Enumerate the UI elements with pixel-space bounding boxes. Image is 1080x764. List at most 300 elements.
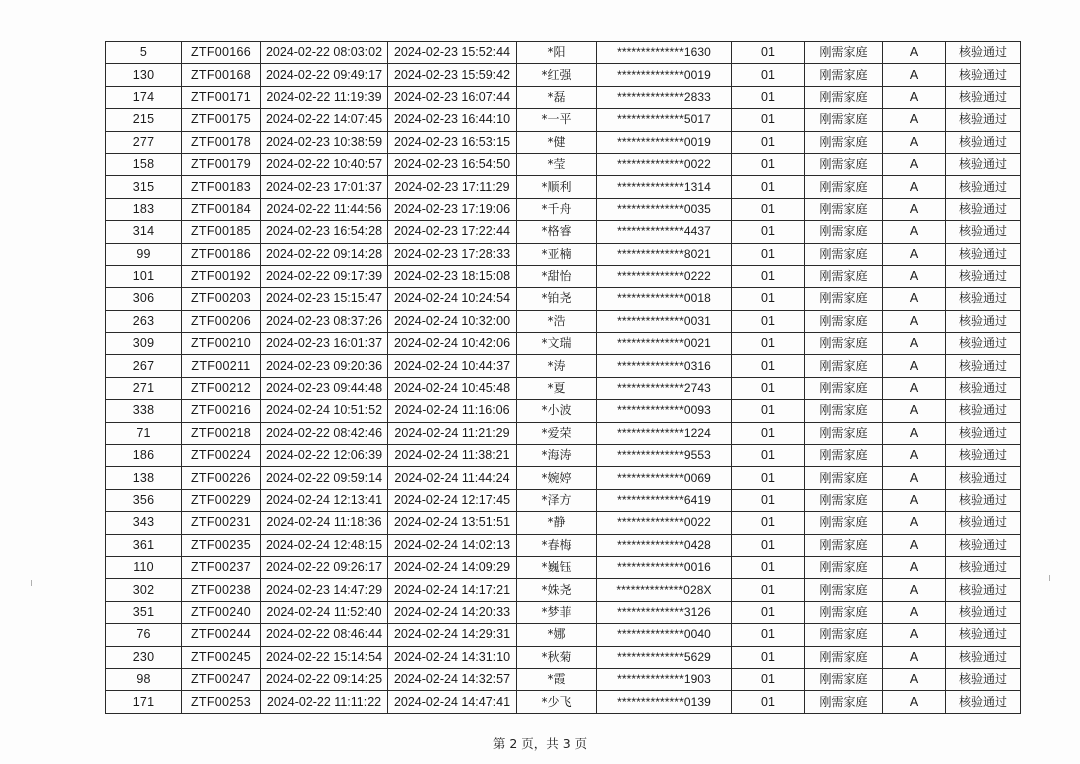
cell-grade: A [883, 109, 946, 131]
cell-grade: A [883, 512, 946, 534]
cell-name: *格睿 [517, 221, 597, 243]
table-row [106, 310, 1021, 332]
cell-status: 核验通过 [946, 221, 1021, 243]
verification-table [105, 41, 1021, 714]
cell-time1: 2024-02-23 16:01:37 [261, 333, 388, 355]
cell-type-code: 01 [732, 646, 805, 668]
cell-code: ZTF00238 [182, 579, 261, 601]
cell-name: *莹 [517, 153, 597, 175]
cell-type-code: 01 [732, 64, 805, 86]
cell-status: 核验通过 [946, 131, 1021, 153]
cell-time1: 2024-02-24 10:51:52 [261, 400, 388, 422]
cell-grade: A [883, 445, 946, 467]
table-row [106, 109, 1021, 131]
cell-code: ZTF00226 [182, 467, 261, 489]
cell-status: 核验通过 [946, 400, 1021, 422]
cell-time2: 2024-02-24 10:24:54 [388, 288, 517, 310]
cell-code: ZTF00244 [182, 624, 261, 646]
table-row [106, 64, 1021, 86]
cell-type: 刚需家庭 [805, 221, 883, 243]
cell-time2: 2024-02-23 15:52:44 [388, 42, 517, 64]
cell-seq: 338 [106, 400, 182, 422]
cell-seq: 230 [106, 646, 182, 668]
cell-name: *秋菊 [517, 646, 597, 668]
cell-status: 核验通过 [946, 646, 1021, 668]
cell-name: *磊 [517, 86, 597, 108]
cell-time1: 2024-02-22 08:03:02 [261, 42, 388, 64]
cell-id: **************0222 [597, 265, 732, 287]
cell-status: 核验通过 [946, 86, 1021, 108]
cell-type: 刚需家庭 [805, 489, 883, 511]
cell-time2: 2024-02-24 10:42:06 [388, 333, 517, 355]
cell-type: 刚需家庭 [805, 601, 883, 623]
cell-status: 核验通过 [946, 153, 1021, 175]
cell-type: 刚需家庭 [805, 42, 883, 64]
cell-id: **************0021 [597, 333, 732, 355]
cell-seq: 302 [106, 579, 182, 601]
cell-code: ZTF00179 [182, 153, 261, 175]
cell-grade: A [883, 131, 946, 153]
cell-grade: A [883, 467, 946, 489]
cell-seq: 309 [106, 333, 182, 355]
cell-time1: 2024-02-22 09:17:39 [261, 265, 388, 287]
cell-id: **************1224 [597, 422, 732, 444]
cell-id: **************0022 [597, 512, 732, 534]
cell-time1: 2024-02-22 10:40:57 [261, 153, 388, 175]
cell-grade: A [883, 265, 946, 287]
cell-time1: 2024-02-23 15:15:47 [261, 288, 388, 310]
table-row [106, 221, 1021, 243]
cell-code: ZTF00229 [182, 489, 261, 511]
table-row [106, 288, 1021, 310]
cell-type-code: 01 [732, 668, 805, 690]
table-row [106, 601, 1021, 623]
cell-code: ZTF00237 [182, 556, 261, 578]
cell-id: **************028X [597, 579, 732, 601]
cell-status: 核验通过 [946, 668, 1021, 690]
cell-type-code: 01 [732, 355, 805, 377]
scan-speck [31, 580, 32, 586]
cell-name: *甜怡 [517, 265, 597, 287]
cell-name: *少飞 [517, 691, 597, 713]
cell-type-code: 01 [732, 221, 805, 243]
cell-code: ZTF00206 [182, 310, 261, 332]
cell-time2: 2024-02-24 10:32:00 [388, 310, 517, 332]
cell-time2: 2024-02-24 14:02:13 [388, 534, 517, 556]
cell-code: ZTF00175 [182, 109, 261, 131]
cell-time1: 2024-02-22 09:14:28 [261, 243, 388, 265]
table-row [106, 624, 1021, 646]
cell-code: ZTF00253 [182, 691, 261, 713]
cell-id: **************5629 [597, 646, 732, 668]
table-row [106, 467, 1021, 489]
cell-code: ZTF00178 [182, 131, 261, 153]
cell-time2: 2024-02-24 12:17:45 [388, 489, 517, 511]
cell-seq: 130 [106, 64, 182, 86]
cell-type-code: 01 [732, 86, 805, 108]
cell-seq: 351 [106, 601, 182, 623]
cell-type-code: 01 [732, 534, 805, 556]
table-row [106, 131, 1021, 153]
cell-type: 刚需家庭 [805, 243, 883, 265]
cell-seq: 267 [106, 355, 182, 377]
cell-type-code: 01 [732, 445, 805, 467]
cell-time2: 2024-02-24 14:17:21 [388, 579, 517, 601]
cell-seq: 158 [106, 153, 182, 175]
cell-time2: 2024-02-23 17:19:06 [388, 198, 517, 220]
cell-id: **************0069 [597, 467, 732, 489]
cell-status: 核验通过 [946, 624, 1021, 646]
cell-name: *海涛 [517, 445, 597, 467]
cell-code: ZTF00240 [182, 601, 261, 623]
cell-type: 刚需家庭 [805, 422, 883, 444]
table-row [106, 534, 1021, 556]
cell-time1: 2024-02-22 11:19:39 [261, 86, 388, 108]
cell-grade: A [883, 489, 946, 511]
cell-time1: 2024-02-22 09:49:17 [261, 64, 388, 86]
cell-id: **************0040 [597, 624, 732, 646]
cell-status: 核验通过 [946, 422, 1021, 444]
cell-name: *爱荣 [517, 422, 597, 444]
cell-code: ZTF00210 [182, 333, 261, 355]
cell-grade: A [883, 198, 946, 220]
cell-grade: A [883, 400, 946, 422]
cell-time1: 2024-02-22 11:11:22 [261, 691, 388, 713]
cell-seq: 99 [106, 243, 182, 265]
cell-time1: 2024-02-24 11:18:36 [261, 512, 388, 534]
cell-type: 刚需家庭 [805, 86, 883, 108]
cell-status: 核验通过 [946, 198, 1021, 220]
cell-time1: 2024-02-22 12:06:39 [261, 445, 388, 467]
cell-id: **************0018 [597, 288, 732, 310]
cell-code: ZTF00224 [182, 445, 261, 467]
cell-id: **************1314 [597, 176, 732, 198]
table-row [106, 646, 1021, 668]
cell-id: **************0019 [597, 131, 732, 153]
cell-status: 核验通过 [946, 512, 1021, 534]
cell-code: ZTF00192 [182, 265, 261, 287]
cell-code: ZTF00211 [182, 355, 261, 377]
cell-code: ZTF00231 [182, 512, 261, 534]
cell-time2: 2024-02-23 17:22:44 [388, 221, 517, 243]
cell-time2: 2024-02-24 11:16:06 [388, 400, 517, 422]
cell-type-code: 01 [732, 377, 805, 399]
cell-time2: 2024-02-23 16:54:50 [388, 153, 517, 175]
cell-id: **************0016 [597, 556, 732, 578]
cell-time1: 2024-02-23 17:01:37 [261, 176, 388, 198]
cell-code: ZTF00166 [182, 42, 261, 64]
cell-time1: 2024-02-22 14:07:45 [261, 109, 388, 131]
cell-name: *一平 [517, 109, 597, 131]
cell-status: 核验通过 [946, 176, 1021, 198]
cell-name: *浩 [517, 310, 597, 332]
cell-grade: A [883, 243, 946, 265]
cell-seq: 110 [106, 556, 182, 578]
cell-time2: 2024-02-24 14:09:29 [388, 556, 517, 578]
cell-code: ZTF00184 [182, 198, 261, 220]
cell-time2: 2024-02-24 10:45:48 [388, 377, 517, 399]
cell-name: *小波 [517, 400, 597, 422]
cell-seq: 101 [106, 265, 182, 287]
page-number-footer: 第 2 页，共 3 页 [492, 736, 588, 751]
cell-type: 刚需家庭 [805, 400, 883, 422]
cell-grade: A [883, 86, 946, 108]
cell-grade: A [883, 221, 946, 243]
cell-type-code: 01 [732, 310, 805, 332]
cell-grade: A [883, 691, 946, 713]
cell-grade: A [883, 310, 946, 332]
cell-code: ZTF00218 [182, 422, 261, 444]
cell-grade: A [883, 288, 946, 310]
cell-time2: 2024-02-23 16:53:15 [388, 131, 517, 153]
cell-type-code: 01 [732, 265, 805, 287]
cell-id: **************0093 [597, 400, 732, 422]
cell-status: 核验通过 [946, 64, 1021, 86]
cell-type: 刚需家庭 [805, 198, 883, 220]
cell-time1: 2024-02-24 12:13:41 [261, 489, 388, 511]
cell-type-code: 01 [732, 176, 805, 198]
scan-speck [1049, 575, 1050, 581]
cell-status: 核验通过 [946, 288, 1021, 310]
cell-type: 刚需家庭 [805, 445, 883, 467]
cell-id: **************0035 [597, 198, 732, 220]
cell-time1: 2024-02-23 09:20:36 [261, 355, 388, 377]
cell-id: **************0031 [597, 310, 732, 332]
cell-time1: 2024-02-22 09:26:17 [261, 556, 388, 578]
cell-id: **************0019 [597, 64, 732, 86]
cell-type: 刚需家庭 [805, 333, 883, 355]
cell-type-code: 01 [732, 109, 805, 131]
cell-grade: A [883, 153, 946, 175]
cell-code: ZTF00247 [182, 668, 261, 690]
cell-grade: A [883, 646, 946, 668]
cell-seq: 138 [106, 467, 182, 489]
cell-grade: A [883, 668, 946, 690]
cell-seq: 306 [106, 288, 182, 310]
cell-status: 核验通过 [946, 579, 1021, 601]
cell-time1: 2024-02-22 11:44:56 [261, 198, 388, 220]
cell-type: 刚需家庭 [805, 310, 883, 332]
cell-id: **************0428 [597, 534, 732, 556]
cell-seq: 98 [106, 668, 182, 690]
cell-id: **************0139 [597, 691, 732, 713]
cell-type-code: 01 [732, 243, 805, 265]
cell-id: **************2743 [597, 377, 732, 399]
cell-type-code: 01 [732, 288, 805, 310]
cell-code: ZTF00235 [182, 534, 261, 556]
cell-status: 核验通过 [946, 556, 1021, 578]
cell-seq: 343 [106, 512, 182, 534]
cell-code: ZTF00245 [182, 646, 261, 668]
cell-id: **************1903 [597, 668, 732, 690]
cell-name: *千舟 [517, 198, 597, 220]
cell-seq: 361 [106, 534, 182, 556]
cell-type: 刚需家庭 [805, 64, 883, 86]
cell-code: ZTF00203 [182, 288, 261, 310]
cell-id: **************4437 [597, 221, 732, 243]
cell-type-code: 01 [732, 601, 805, 623]
cell-time1: 2024-02-24 11:52:40 [261, 601, 388, 623]
cell-type: 刚需家庭 [805, 265, 883, 287]
cell-id: **************3126 [597, 601, 732, 623]
cell-type: 刚需家庭 [805, 355, 883, 377]
cell-time2: 2024-02-24 11:44:24 [388, 467, 517, 489]
cell-grade: A [883, 624, 946, 646]
cell-grade: A [883, 377, 946, 399]
cell-type: 刚需家庭 [805, 624, 883, 646]
cell-type: 刚需家庭 [805, 109, 883, 131]
cell-id: **************2833 [597, 86, 732, 108]
cell-name: *亚楠 [517, 243, 597, 265]
cell-seq: 315 [106, 176, 182, 198]
cell-seq: 186 [106, 445, 182, 467]
cell-time2: 2024-02-23 16:44:10 [388, 109, 517, 131]
table-row [106, 377, 1021, 399]
cell-seq: 215 [106, 109, 182, 131]
table-row [106, 668, 1021, 690]
table-row [106, 400, 1021, 422]
cell-time1: 2024-02-23 08:37:26 [261, 310, 388, 332]
cell-status: 核验通过 [946, 534, 1021, 556]
cell-status: 核验通过 [946, 601, 1021, 623]
table-row [106, 243, 1021, 265]
cell-type: 刚需家庭 [805, 691, 883, 713]
cell-name: *娜 [517, 624, 597, 646]
cell-name: *文瑞 [517, 333, 597, 355]
cell-time1: 2024-02-22 15:14:54 [261, 646, 388, 668]
table-row [106, 556, 1021, 578]
cell-type: 刚需家庭 [805, 512, 883, 534]
cell-grade: A [883, 42, 946, 64]
cell-name: *健 [517, 131, 597, 153]
cell-name: *阳 [517, 42, 597, 64]
cell-id: **************5017 [597, 109, 732, 131]
table-body [106, 42, 1021, 714]
cell-status: 核验通过 [946, 445, 1021, 467]
cell-time1: 2024-02-23 09:44:48 [261, 377, 388, 399]
cell-type: 刚需家庭 [805, 646, 883, 668]
cell-time2: 2024-02-23 17:28:33 [388, 243, 517, 265]
cell-type: 刚需家庭 [805, 534, 883, 556]
cell-status: 核验通过 [946, 467, 1021, 489]
cell-time1: 2024-02-23 16:54:28 [261, 221, 388, 243]
cell-time2: 2024-02-23 16:07:44 [388, 86, 517, 108]
cell-type: 刚需家庭 [805, 556, 883, 578]
cell-status: 核验通过 [946, 333, 1021, 355]
cell-name: *梦菲 [517, 601, 597, 623]
cell-status: 核验通过 [946, 355, 1021, 377]
cell-type-code: 01 [732, 579, 805, 601]
cell-status: 核验通过 [946, 243, 1021, 265]
cell-name: *红强 [517, 64, 597, 86]
cell-seq: 76 [106, 624, 182, 646]
table-row [106, 422, 1021, 444]
cell-code: ZTF00183 [182, 176, 261, 198]
cell-time1: 2024-02-22 08:46:44 [261, 624, 388, 646]
cell-name: *春梅 [517, 534, 597, 556]
cell-id: **************6419 [597, 489, 732, 511]
cell-name: *静 [517, 512, 597, 534]
cell-grade: A [883, 534, 946, 556]
cell-time2: 2024-02-23 15:59:42 [388, 64, 517, 86]
cell-type-code: 01 [732, 400, 805, 422]
cell-grade: A [883, 176, 946, 198]
cell-type: 刚需家庭 [805, 176, 883, 198]
cell-time2: 2024-02-23 18:15:08 [388, 265, 517, 287]
cell-time2: 2024-02-24 10:44:37 [388, 355, 517, 377]
cell-status: 核验通过 [946, 42, 1021, 64]
cell-type-code: 01 [732, 153, 805, 175]
cell-name: *婉婷 [517, 467, 597, 489]
cell-type: 刚需家庭 [805, 579, 883, 601]
table-row [106, 153, 1021, 175]
cell-id: **************8021 [597, 243, 732, 265]
cell-name: *巍钰 [517, 556, 597, 578]
cell-id: **************1630 [597, 42, 732, 64]
cell-grade: A [883, 422, 946, 444]
cell-status: 核验通过 [946, 691, 1021, 713]
cell-status: 核验通过 [946, 109, 1021, 131]
cell-time1: 2024-02-22 09:14:25 [261, 668, 388, 690]
cell-seq: 271 [106, 377, 182, 399]
cell-code: ZTF00186 [182, 243, 261, 265]
cell-time2: 2024-02-24 14:31:10 [388, 646, 517, 668]
cell-type-code: 01 [732, 512, 805, 534]
cell-status: 核验通过 [946, 310, 1021, 332]
cell-time2: 2024-02-24 13:51:51 [388, 512, 517, 534]
cell-type: 刚需家庭 [805, 288, 883, 310]
cell-grade: A [883, 355, 946, 377]
cell-seq: 356 [106, 489, 182, 511]
cell-status: 核验通过 [946, 489, 1021, 511]
cell-type-code: 01 [732, 489, 805, 511]
cell-type-code: 01 [732, 333, 805, 355]
cell-type-code: 01 [732, 131, 805, 153]
cell-time2: 2024-02-24 14:47:41 [388, 691, 517, 713]
cell-grade: A [883, 333, 946, 355]
table-row [106, 333, 1021, 355]
cell-time2: 2024-02-24 14:29:31 [388, 624, 517, 646]
table-row [106, 42, 1021, 64]
cell-time2: 2024-02-23 17:11:29 [388, 176, 517, 198]
table-row [106, 691, 1021, 713]
cell-time2: 2024-02-24 11:38:21 [388, 445, 517, 467]
cell-id: **************9553 [597, 445, 732, 467]
cell-name: *夏 [517, 377, 597, 399]
cell-code: ZTF00212 [182, 377, 261, 399]
cell-seq: 5 [106, 42, 182, 64]
table-row [106, 445, 1021, 467]
table-row [106, 489, 1021, 511]
table-row [106, 265, 1021, 287]
cell-type: 刚需家庭 [805, 153, 883, 175]
cell-name: *涛 [517, 355, 597, 377]
table-row [106, 512, 1021, 534]
cell-time1: 2024-02-23 10:38:59 [261, 131, 388, 153]
cell-code: ZTF00168 [182, 64, 261, 86]
cell-type-code: 01 [732, 198, 805, 220]
cell-type-code: 01 [732, 467, 805, 489]
cell-name: *铂尧 [517, 288, 597, 310]
cell-seq: 263 [106, 310, 182, 332]
cell-grade: A [883, 556, 946, 578]
cell-grade: A [883, 601, 946, 623]
cell-name: *霞 [517, 668, 597, 690]
cell-status: 核验通过 [946, 265, 1021, 287]
cell-time1: 2024-02-23 14:47:29 [261, 579, 388, 601]
cell-time2: 2024-02-24 11:21:29 [388, 422, 517, 444]
cell-type: 刚需家庭 [805, 131, 883, 153]
